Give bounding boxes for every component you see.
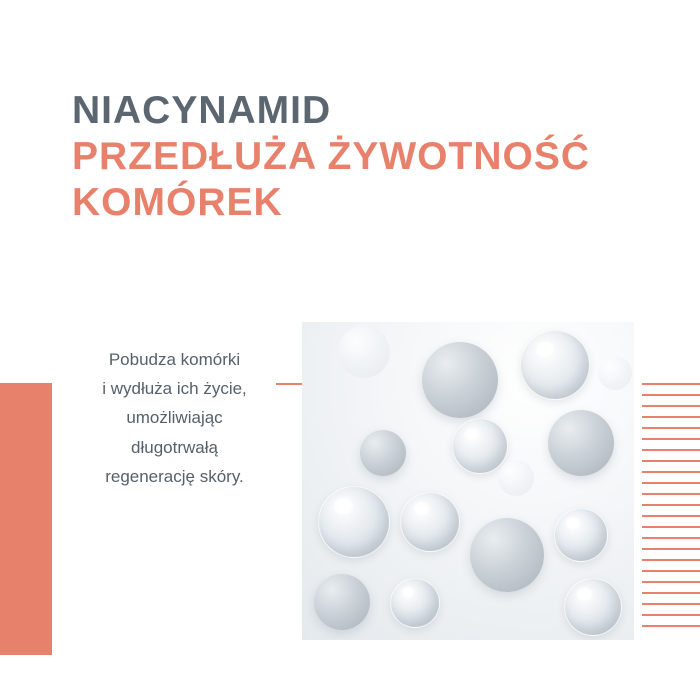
hatch-line	[642, 526, 700, 528]
sphere-glass-3	[318, 486, 390, 558]
hatch-line	[642, 449, 700, 451]
hatch-line	[642, 537, 700, 539]
hatch-line	[642, 603, 700, 605]
sphere-faint-3	[598, 356, 632, 390]
body-line-2: i wydłuża ich życie,	[102, 379, 247, 399]
sphere-faint-1	[338, 326, 390, 378]
hatch-line	[642, 592, 700, 594]
headline-line-2: PRZEDŁUŻA ŻYWOTNOŚĆ	[72, 135, 591, 179]
hatch-line	[642, 504, 700, 506]
hatch-line	[642, 548, 700, 550]
sphere-glass-4	[400, 492, 460, 552]
hatch-line	[642, 383, 700, 385]
headline-block	[72, 88, 642, 226]
hatch-line	[642, 416, 700, 418]
sphere-glass-5	[554, 508, 608, 562]
hatch-line	[642, 460, 700, 462]
hatch-line	[642, 493, 700, 495]
hatch-line	[642, 625, 700, 627]
hatch-line	[642, 405, 700, 407]
sphere-solid-2	[548, 410, 614, 476]
sphere-glass-6	[390, 578, 440, 628]
hatch-line	[642, 515, 700, 517]
product-image	[302, 322, 634, 640]
hatch-line	[642, 559, 700, 561]
hatch-line	[642, 394, 700, 396]
hatch-line	[642, 471, 700, 473]
body-line-5: regenerację skóry.	[105, 466, 244, 486]
left-accent-bar	[0, 383, 52, 655]
sphere-glass-2	[452, 418, 508, 474]
sphere-solid-4	[470, 518, 544, 592]
hatch-line	[642, 570, 700, 572]
body-paragraph	[62, 345, 287, 491]
hatch-line	[642, 427, 700, 429]
sphere-glass-7	[564, 578, 622, 636]
hatch-line	[642, 614, 700, 616]
headline-line-3: KOMÓREK	[72, 181, 283, 225]
sphere-faint-2	[498, 460, 534, 496]
body-line-4: długotrwałą	[131, 437, 218, 457]
sphere-solid-5	[314, 574, 370, 630]
hatch-line	[642, 581, 700, 583]
headline-line-1: NIACYNAMID	[72, 89, 332, 132]
body-line-1: Pobudza komórki	[108, 350, 241, 369]
sphere-solid-1	[422, 342, 498, 418]
sphere-solid-3	[360, 430, 406, 476]
sphere-glass-1	[520, 330, 590, 400]
body-line-3: umożliwiając	[126, 408, 223, 428]
hatch-line	[642, 482, 700, 484]
right-hatch-lines	[642, 383, 700, 655]
hatch-line	[642, 438, 700, 440]
